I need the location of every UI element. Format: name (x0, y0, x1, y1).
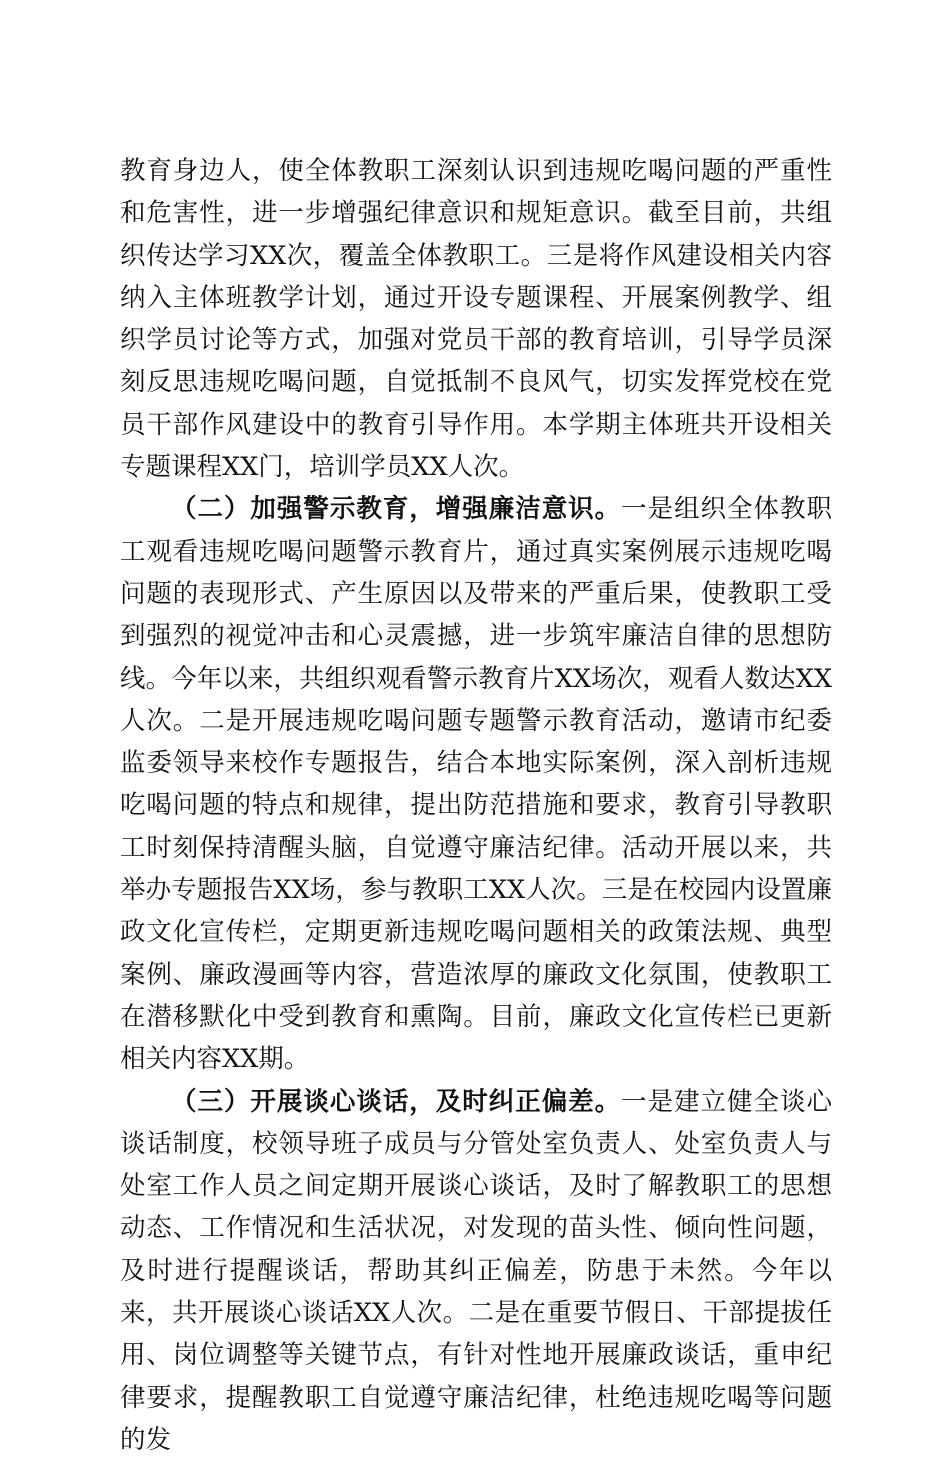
document-body (120, 150, 832, 1461)
paragraph-heart-to-heart-talks (120, 1081, 832, 1461)
paragraph-body: 一是建立健全谈心谈话制度，校领导班子成员与分管处室负责人、处室负责人与处室工作人员之间定期开展谈心谈话，及时了解教职工的思想动态、工作情况和生活状况，对发现的苗头性、倾向性问题，及时进行提醒谈话，帮助其纠正偏差，防患于未然。今年以来，共开展谈心谈话XX人次。二是在重要节假日、干部提拔任用、岗位调整等关键节点，有针对性地开展廉政谈话，重申纪律要求，提醒教职工自觉遵守廉洁纪律，杜绝违规吃喝等问题的发 (120, 1086, 832, 1455)
paragraph-body: 教育身边人，使全体教职工深刻认识到违规吃喝问题的严重性和危害性，进一步增强纪律意识和规矩意识。截至目前，共组织传达学习XX次，覆盖全体教职工。三是将作风建设相关内容纳入主体班教学计划，通过开设专题课程、开展案例教学、组织学员讨论等方式，加强对党员干部的教育培训，引导学员深刻反思违规吃喝问题，自觉抵制不良风气，切实发挥党校在党员干部作风建设中的教育引导作用。本学期主体班共开设相关专题课程XX门，培训学员XX人次。 (120, 156, 832, 483)
section-heading: （三）开展谈心谈话，及时纠正偏差。 (171, 1086, 622, 1117)
paragraph-warning-education (120, 488, 832, 1080)
paragraph-continuation (120, 150, 832, 488)
section-heading: （二）加强警示教育，增强廉洁意识。 (171, 494, 622, 525)
paragraph-body: 一是组织全体教职工观看违规吃喝问题警示教育片，通过真实案例展示违规吃喝问题的表现形式、产生原因以及带来的严重后果，使教职工受到强烈的视觉冲击和心灵震撼，进一步筑牢廉洁自律的思想防线。今年以来，共组织观看警示教育片XX场次，观看人数达XX人次。二是开展违规吃喝问题专题警示教育活动，邀请市纪委监委领导来校作专题报告，结合本地实际案例，深入剖析违规吃喝问题的特点和规律，提出防范措施和要求，教育引导教职工时刻保持清醒头脑，自觉遵守廉洁纪律。活动开展以来，共举办专题报告XX场，参与教职工XX人次。三是在校园内设置廉政文化宣传栏，定期更新违规吃喝问题相关的政策法规、典型案例、廉政漫画等内容，营造浓厚的廉政文化氛围，使教职工在潜移默化中受到教育和熏陶。目前，廉政文化宣传栏已更新相关内容XX期。 (120, 494, 832, 1075)
